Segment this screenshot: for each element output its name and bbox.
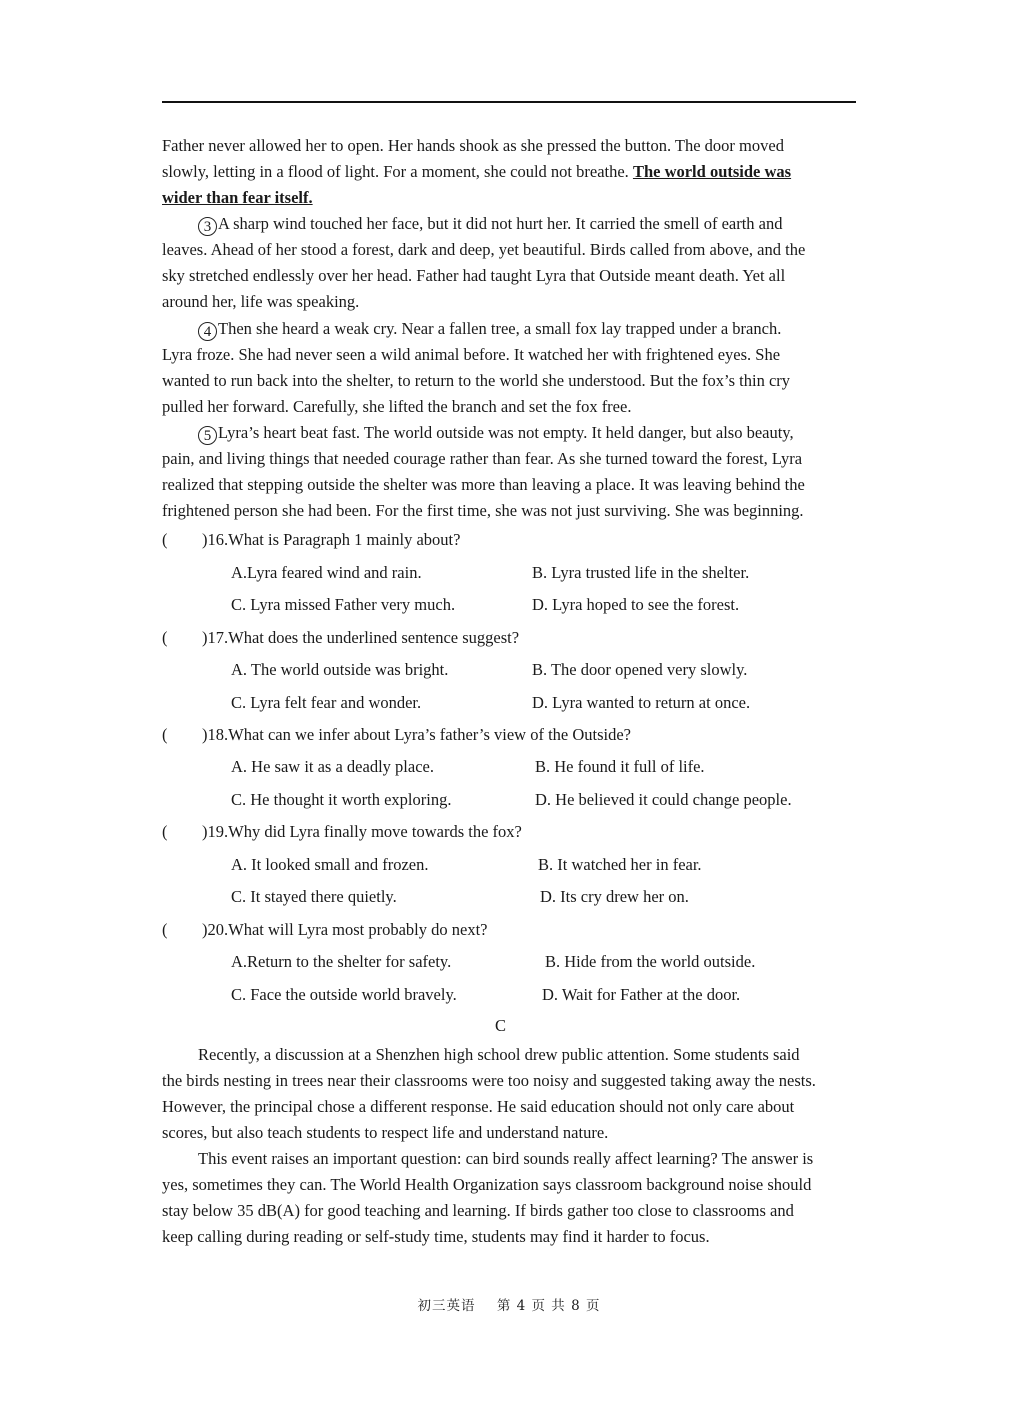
option-d: D. Lyra wanted to return at once. [532,693,751,712]
option-d: D. Wait for Father at the door. [542,985,741,1004]
passage-c-paragraph-2 [162,1146,862,1250]
option-b: B. Lyra trusted life in the shelter. [532,563,750,582]
option-b: B. It watched her in fear. [538,855,702,874]
answer-blank[interactable]: ( [162,530,168,549]
page-footer [0,1294,1018,1314]
question-text: What does the underlined sentence suggest? [228,628,520,647]
option-b: B. Hide from the world outside. [545,952,756,971]
text-line: realized that stepping outside the shelter was more than leaving a place. It was leaving behind the [162,475,805,494]
option-c: C. Face the outside world bravely. [231,985,457,1004]
paragraph-5 [162,420,862,524]
text-line: scores, but also teach students to respect life and understand nature. [162,1123,609,1142]
option-a: A. He saw it as a deadly place. [231,757,434,776]
option-a: A. It looked small and frozen. [231,855,429,874]
option-a: A. The world outside was bright. [231,660,449,679]
option-c: C. He thought it worth exploring. [231,790,452,809]
text-line: Lyra froze. She had never seen a wild animal before. It watched her with frightened eyes. She [162,345,781,364]
option-b: B. The door opened very slowly. [532,660,748,679]
question-19: ( )19.Why did Lyra finally move towards the fox? [162,822,522,841]
text-line: 5 Lyra’s heart beat fast. The world outside was not empty. It held danger, but also beauty, [162,420,862,446]
option-d: D. Its cry drew her on. [540,887,689,906]
question-20: ( )20.What will Lyra most probably do next? [162,920,488,939]
text-line: sky stretched endlessly over her head. Father had taught Lyra that Outside meant death. Yet all [162,266,786,285]
question-text: What can we infer about Lyra’s father’s view of the Outside? [228,725,632,744]
option-c: C. Lyra missed Father very much. [231,595,456,614]
answer-blank[interactable]: ( [162,822,168,841]
paragraph-number-badge: 3 [198,217,217,236]
option-a: A.Lyra feared wind and rain. [231,563,422,582]
text-line: wanted to run back into the shelter, to return to the world she understood. But the fox’s thin cry [162,371,791,390]
question-16: ( )16.What is Paragraph 1 mainly about? [162,530,461,549]
question-text: Why did Lyra finally move towards the fox? [228,822,522,841]
question-18: ( )18.What can we infer about Lyra’s father’s view of the Outside? [162,725,632,744]
option-b: B. He found it full of life. [535,757,705,776]
passage-c-paragraph-1 [162,1042,862,1146]
answer-blank[interactable]: ( [162,725,168,744]
page-number: 第 4 页 共 8 页 [496,1298,601,1314]
paragraph-3 [162,211,862,315]
section-heading: C [495,1016,507,1035]
text-line: 4 Then she heard a weak cry. Near a fallen tree, a small fox lay trapped under a branch. [162,316,862,342]
text-line: around her, life was speaking. [162,292,360,311]
text-line: the birds nesting in trees near their classrooms were too noisy and suggested taking away the nests. [162,1071,816,1090]
question-17: ( )17.What does the underlined sentence suggest? [162,628,520,647]
text-line: leaves. Ahead of her stood a forest, dark and deep, yet beautiful. Birds called from above, and the [162,240,806,259]
option-a: A.Return to the shelter for safety. [231,952,452,971]
paragraph-number-badge: 5 [198,426,217,445]
answer-blank[interactable]: ( [162,920,168,939]
option-c: C. Lyra felt fear and wonder. [231,693,422,712]
header-rule [162,101,856,103]
text-line: However, the principal chose a different response. He said education should not only care about [162,1097,795,1116]
paragraph-2 [162,133,862,211]
text-line: pain, and living things that needed courage rather than fear. As she turned toward the forest, Lyra [162,449,803,468]
subject-label: 初三英语 [417,1298,476,1314]
underlined-sentence: The world outside was [632,162,792,181]
text-line: 3 A sharp wind touched her face, but it did not hurt her. It carried the smell of earth and [162,211,862,237]
text-line: Father never allowed her to open. Her hands shook as she pressed the button. The door moved [162,136,784,155]
text-line: slowly, letting in a flood of light. For a moment, she could not breathe. The world outside was [162,162,792,181]
text-line: pulled her forward. Carefully, she lifted the branch and set the fox free. [162,397,632,416]
option-c: C. It stayed there quietly. [231,887,397,906]
option-d: D. Lyra hoped to see the forest. [532,595,740,614]
text-line: stay below 35 dB(A) for good teaching and learning. If birds gather too close to classrooms and [162,1201,794,1220]
underlined-sentence-end: wider than fear itself. [162,188,313,207]
question-text: What is Paragraph 1 mainly about? [228,530,461,549]
answer-blank[interactable]: ( [162,628,168,647]
text-line: frightened person she had been. For the first time, she was not just surviving. She was beginning. [162,501,804,520]
option-d: D. He believed it could change people. [535,790,792,809]
text-line: This event raises an important question: can bird sounds really affect learning? The answer is [198,1149,814,1168]
text-line: keep calling during reading or self-study time, students may find it harder to focus. [162,1227,710,1246]
text-line: Recently, a discussion at a Shenzhen high school drew public attention. Some students said [198,1045,800,1064]
paragraph-number-badge: 4 [198,322,217,341]
text-line: yes, sometimes they can. The World Health Organization says classroom background noise should [162,1175,812,1194]
question-text: What will Lyra most probably do next? [228,920,488,939]
paragraph-4 [162,316,862,420]
